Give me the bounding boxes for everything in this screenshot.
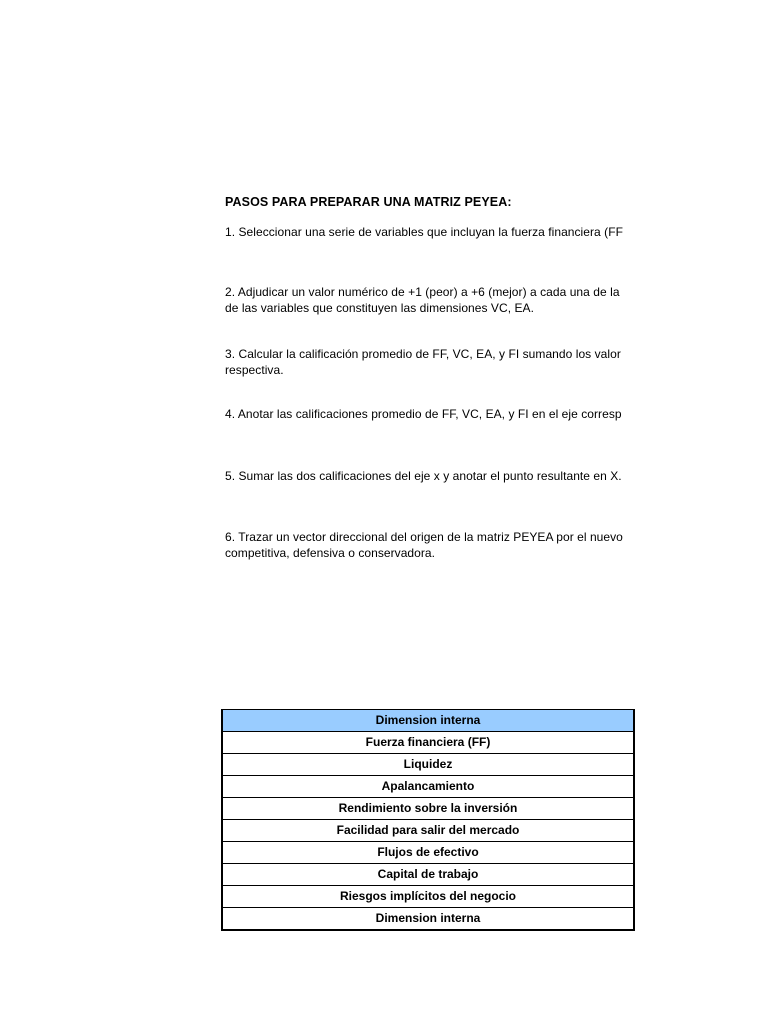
table-cell: Liquidez xyxy=(222,754,634,776)
table-row xyxy=(222,842,634,864)
table-cell: Capital de trabajo xyxy=(222,864,634,886)
table-header-cell: Dimension interna xyxy=(222,710,634,732)
table-cell: Rendimiento sobre la inversión xyxy=(222,798,634,820)
step-3 xyxy=(225,346,635,378)
table-row xyxy=(222,886,634,908)
table-row xyxy=(222,798,634,820)
step-6-line-2: competitiva, defensiva o conservadora. xyxy=(225,546,436,560)
table-row xyxy=(222,820,634,842)
step-2-line-2: de las variables que constituyen las dimensiones VC, EA. xyxy=(225,301,534,315)
table-row xyxy=(222,754,634,776)
table-cell: Facilidad para salir del mercado xyxy=(222,820,634,842)
table-row xyxy=(222,776,634,798)
table-cell: Dimension interna xyxy=(222,908,634,931)
step-6-line-1: 6. Trazar un vector direccional del origen de la matriz PEYEA por el nuevo xyxy=(225,530,623,544)
table-header-row xyxy=(222,710,634,732)
step-5 xyxy=(225,468,635,484)
step-1 xyxy=(225,224,635,240)
table-row xyxy=(222,864,634,886)
table-row xyxy=(222,732,634,754)
step-2-line-1: 2. Adjudicar un valor numérico de +1 (peor) a +6 (mejor) a cada una de la xyxy=(225,285,620,299)
step-6 xyxy=(225,529,635,561)
step-5-line-1: 5. Sumar las dos calificaciones del eje x y anotar el punto resultante en X. xyxy=(225,469,622,483)
table-cell: Apalancamiento xyxy=(222,776,634,798)
step-3-line-1: 3. Calcular la calificación promedio de FF, VC, EA, y FI sumando los valor xyxy=(225,347,621,361)
internal-dimension-table xyxy=(221,709,635,931)
table-cell: Flujos de efectivo xyxy=(222,842,634,864)
step-2 xyxy=(225,284,635,316)
table-cell: Riesgos implícitos del negocio xyxy=(222,886,634,908)
step-3-line-2: respectiva. xyxy=(225,363,284,377)
document-title: PASOS PARA PREPARAR UNA MATRIZ PEYEA: xyxy=(225,195,512,209)
table-row xyxy=(222,908,634,931)
step-4-line-1: 4. Anotar las calificaciones promedio de FF, VC, EA, y FI en el eje corresp xyxy=(225,407,622,421)
table-cell: Fuerza financiera (FF) xyxy=(222,732,634,754)
step-4 xyxy=(225,406,635,422)
step-1-line-1: 1. Seleccionar una serie de variables que incluyan la fuerza financiera (FF xyxy=(225,225,623,239)
